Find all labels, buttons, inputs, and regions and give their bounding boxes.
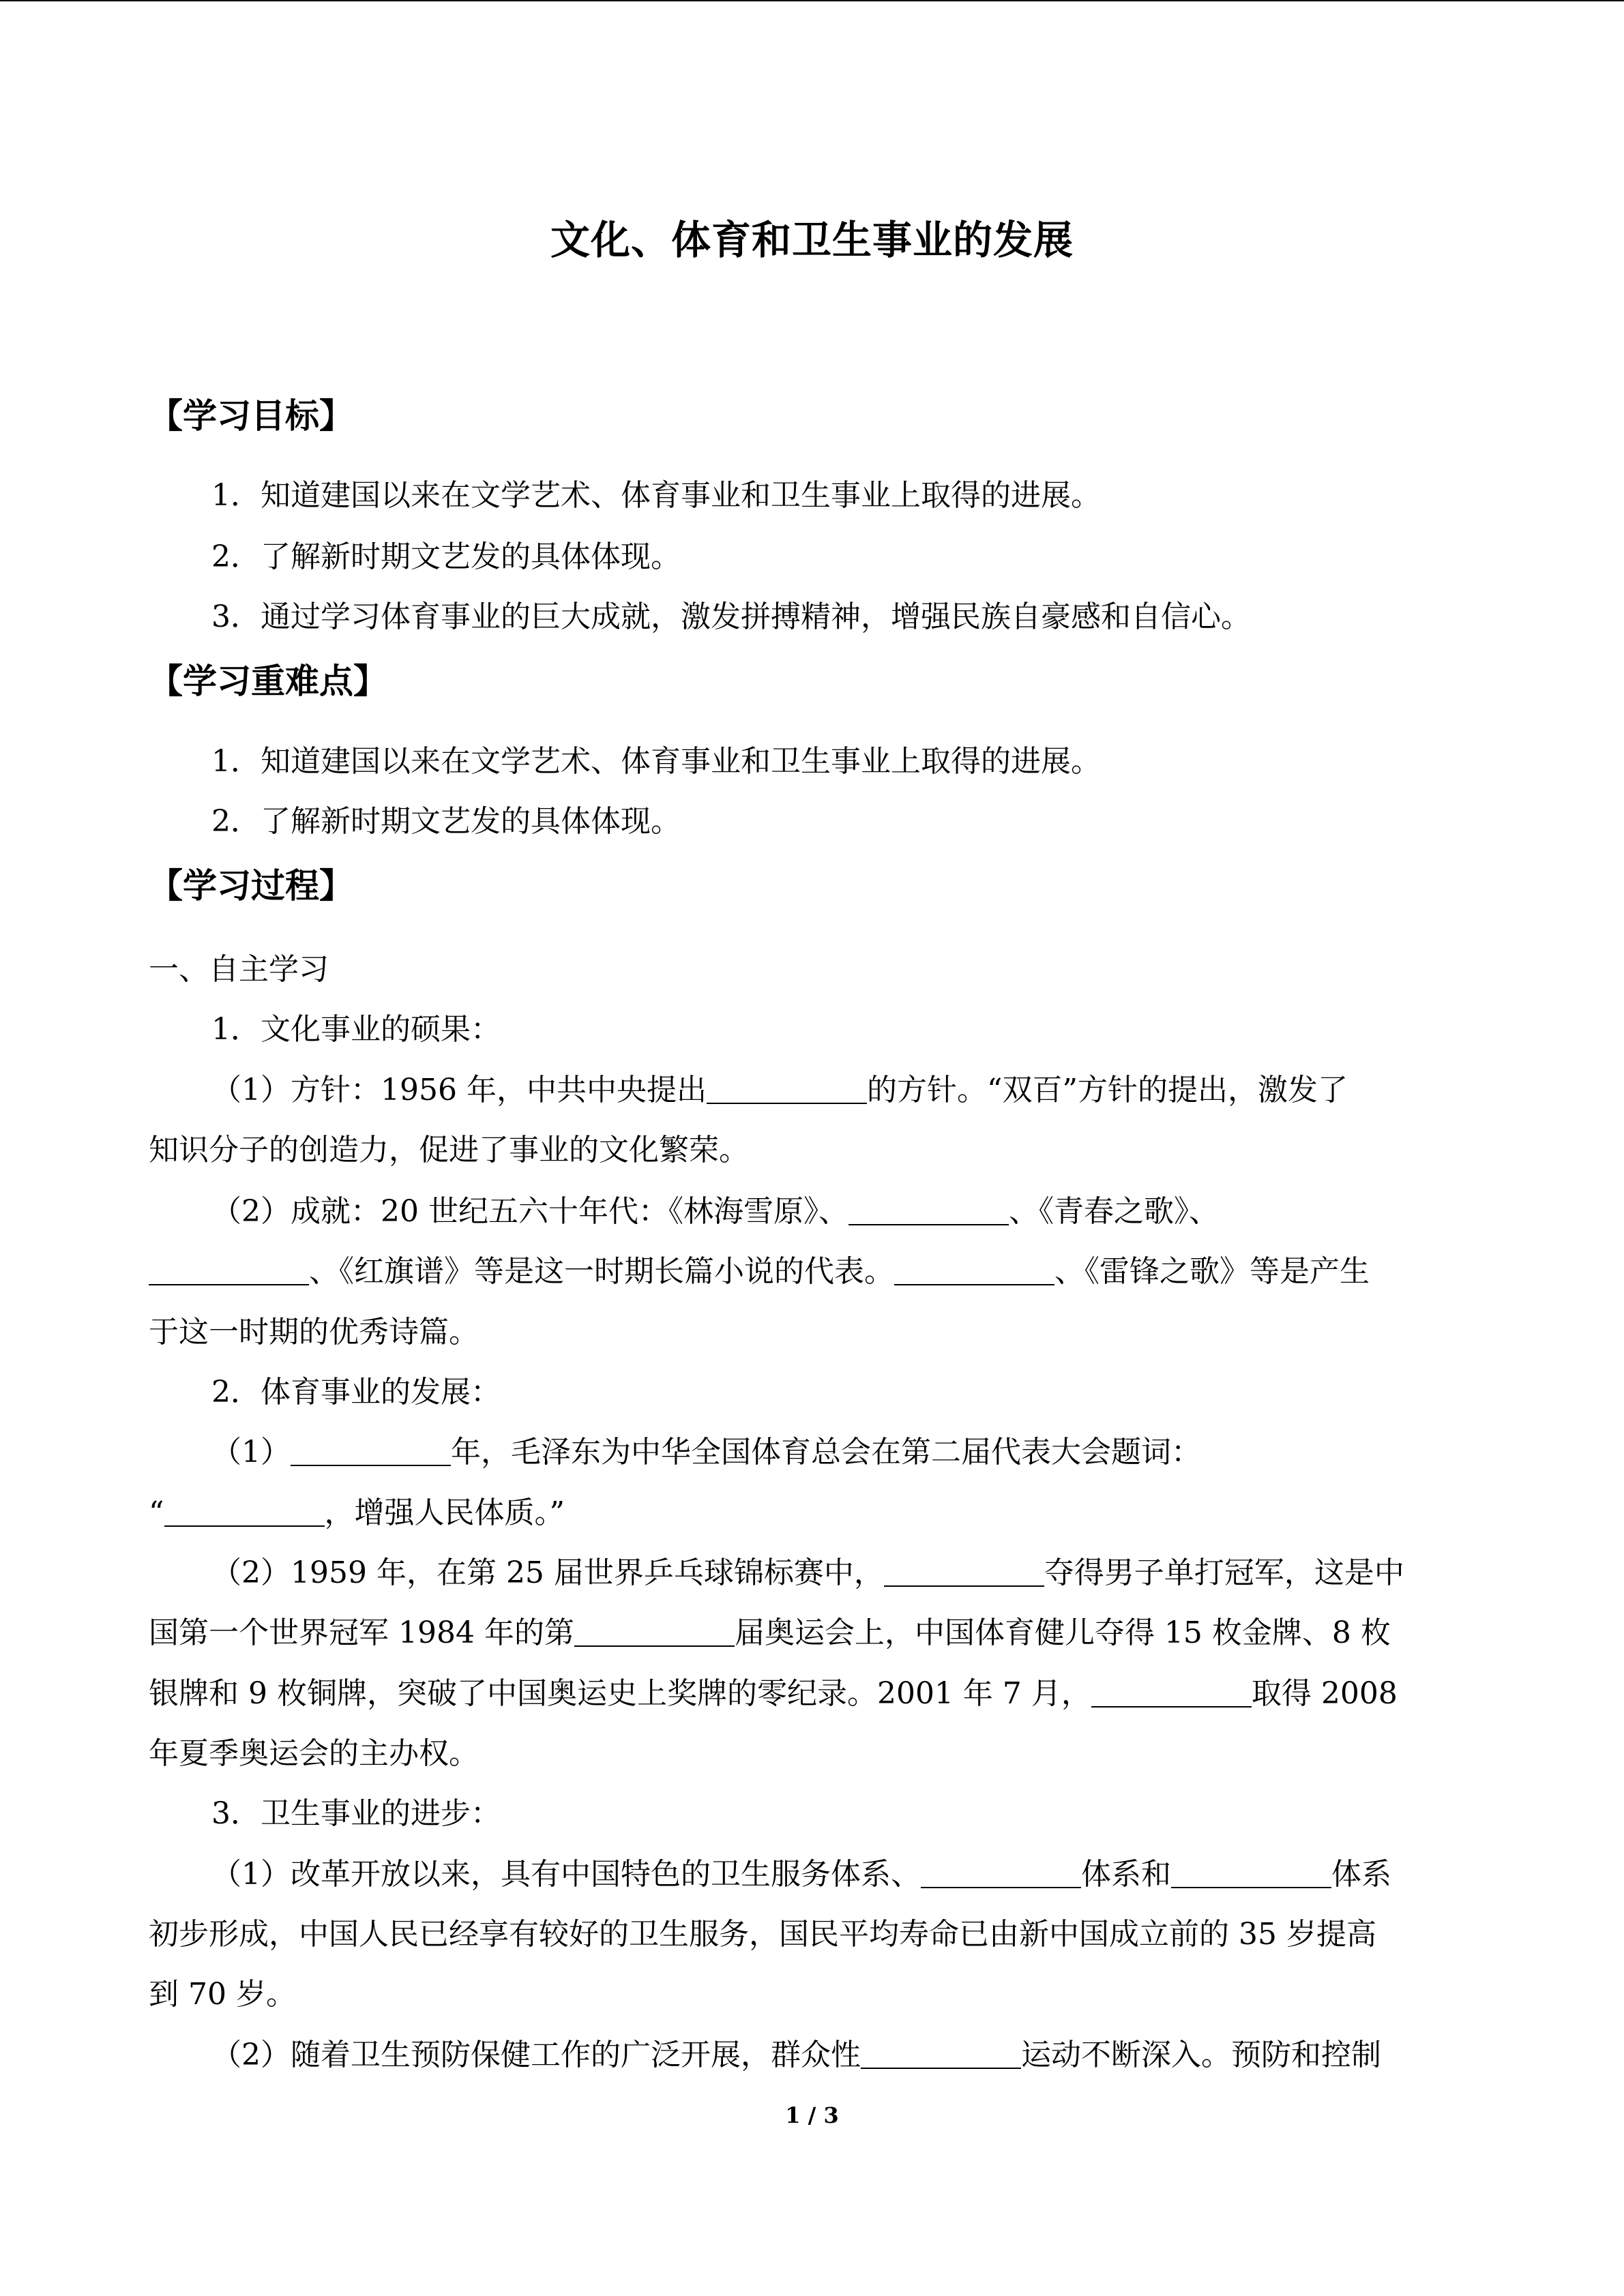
text: （1） — [211, 1435, 291, 1470]
fill-blank[interactable] — [1091, 1676, 1252, 1708]
fill-blank[interactable] — [291, 1435, 451, 1466]
text: 取得 2008 — [1251, 1676, 1398, 1711]
fill-blank[interactable] — [707, 1073, 867, 1104]
sports-champion-line — [211, 1542, 1538, 1604]
text: 、《青春之歌》、 — [1008, 1194, 1219, 1229]
health-prevention-line — [211, 2025, 1538, 2086]
text: 年，毛泽东为中华全国体育总会在第二届代表大会题词： — [451, 1435, 1201, 1470]
health-system-line-3: 到 70 岁。 — [149, 1977, 296, 2012]
text: （2）1959 年，在第 25 届世界乒乓球锦标赛中， — [211, 1555, 884, 1590]
goal-item-2: 2．了解新时期文艺发的具体体现。 — [211, 539, 681, 574]
section-heading-goals: 【学习目标】 — [149, 396, 353, 436]
fill-blank[interactable] — [848, 1194, 1009, 1225]
text: 体系 — [1331, 1857, 1391, 1892]
text: 、《雷锋之歌》等是产生 — [1054, 1254, 1370, 1289]
health-system-line-2: 初步形成，中国人民已经享有较好的卫生服务，国民平均寿命已由新中国成立前的 35 岁提高 — [149, 1917, 1376, 1952]
goal-item-1: 1．知道建国以来在文学艺术、体育事业和卫生事业上取得的进展。 — [211, 478, 1101, 513]
text: （1）改革开放以来，具有中国特色的卫生服务体系、 — [211, 1857, 921, 1892]
fill-blank[interactable] — [894, 1254, 1054, 1285]
sports-champion-line-2 — [149, 1602, 1475, 1664]
text: 、《红旗谱》等是这一时期长篇小说的代表。 — [309, 1254, 894, 1289]
sports-inscription-line — [211, 1422, 1538, 1483]
text: （2）成就：20 世纪五六十年代：《林海雪原》、 — [211, 1194, 848, 1229]
sports-inscription-line-2 — [149, 1482, 1475, 1544]
text: 银牌和 9 枚铜牌，突破了中国奥运史上奖牌的零纪录。2001 年 7 月， — [149, 1676, 1091, 1711]
text: （2）随着卫生预防保健工作的广泛开展，群众性 — [211, 2038, 861, 2072]
page-title: 文化、体育和卫生事业的发展 — [550, 217, 1074, 263]
fill-blank[interactable] — [861, 2038, 1021, 2069]
text: 国第一个世界冠军 1984 年的第 — [149, 1615, 574, 1650]
culture-policy-line-2: 知识分子的创造力，促进了事业的文化繁荣。 — [149, 1133, 749, 1167]
culture-achievement-line-2 — [149, 1241, 1475, 1302]
culture-achievement-line-3: 于这一时期的优秀诗篇。 — [149, 1315, 479, 1350]
section-heading-key-points: 【学习重难点】 — [149, 661, 387, 701]
sports-heading: 2．体育事业的发展： — [211, 1375, 501, 1410]
text: 运动不断深入。预防和控制 — [1021, 2038, 1381, 2072]
sports-champion-line-4: 年夏季奥运会的主办权。 — [149, 1736, 479, 1771]
text: “ — [149, 1495, 164, 1530]
page-number: 1 / 3 — [785, 2102, 839, 2128]
fill-blank[interactable] — [884, 1555, 1044, 1587]
culture-achievement-line — [211, 1181, 1538, 1242]
health-system-line — [211, 1844, 1538, 1905]
fill-blank[interactable] — [1171, 1857, 1331, 1888]
health-heading: 3．卫生事业的进步： — [211, 1796, 501, 1831]
sports-champion-line-3 — [149, 1663, 1475, 1725]
fill-blank[interactable] — [149, 1254, 309, 1285]
text: 届奥运会上，中国体育健儿夺得 15 枚金牌、8 枚 — [734, 1615, 1391, 1650]
text: 的方针。“双百”方针的提出，激发了 — [866, 1073, 1348, 1107]
fill-blank[interactable] — [574, 1615, 735, 1647]
key-point-item-2: 2．了解新时期文艺发的具体体现。 — [211, 804, 681, 839]
fill-blank[interactable] — [164, 1495, 325, 1527]
fill-blank[interactable] — [921, 1857, 1081, 1888]
text: 体系和 — [1081, 1857, 1171, 1892]
section-heading-process: 【学习过程】 — [149, 866, 353, 906]
key-point-item-1: 1．知道建国以来在文学艺术、体育事业和卫生事业上取得的进展。 — [211, 744, 1101, 779]
part-heading-self-study: 一、自主学习 — [149, 952, 329, 987]
culture-heading: 1．文化事业的硕果： — [211, 1012, 501, 1047]
text: （1）方针：1956 年，中共中央提出 — [211, 1073, 707, 1107]
text: ，增强人民体质。” — [324, 1495, 565, 1530]
culture-policy-line — [211, 1060, 1538, 1121]
text: 夺得男子单打冠军，这是中 — [1044, 1555, 1404, 1590]
goal-item-3: 3．通过学习体育事业的巨大成就，激发拼搏精神，增强民族自豪感和自信心。 — [211, 599, 1251, 634]
